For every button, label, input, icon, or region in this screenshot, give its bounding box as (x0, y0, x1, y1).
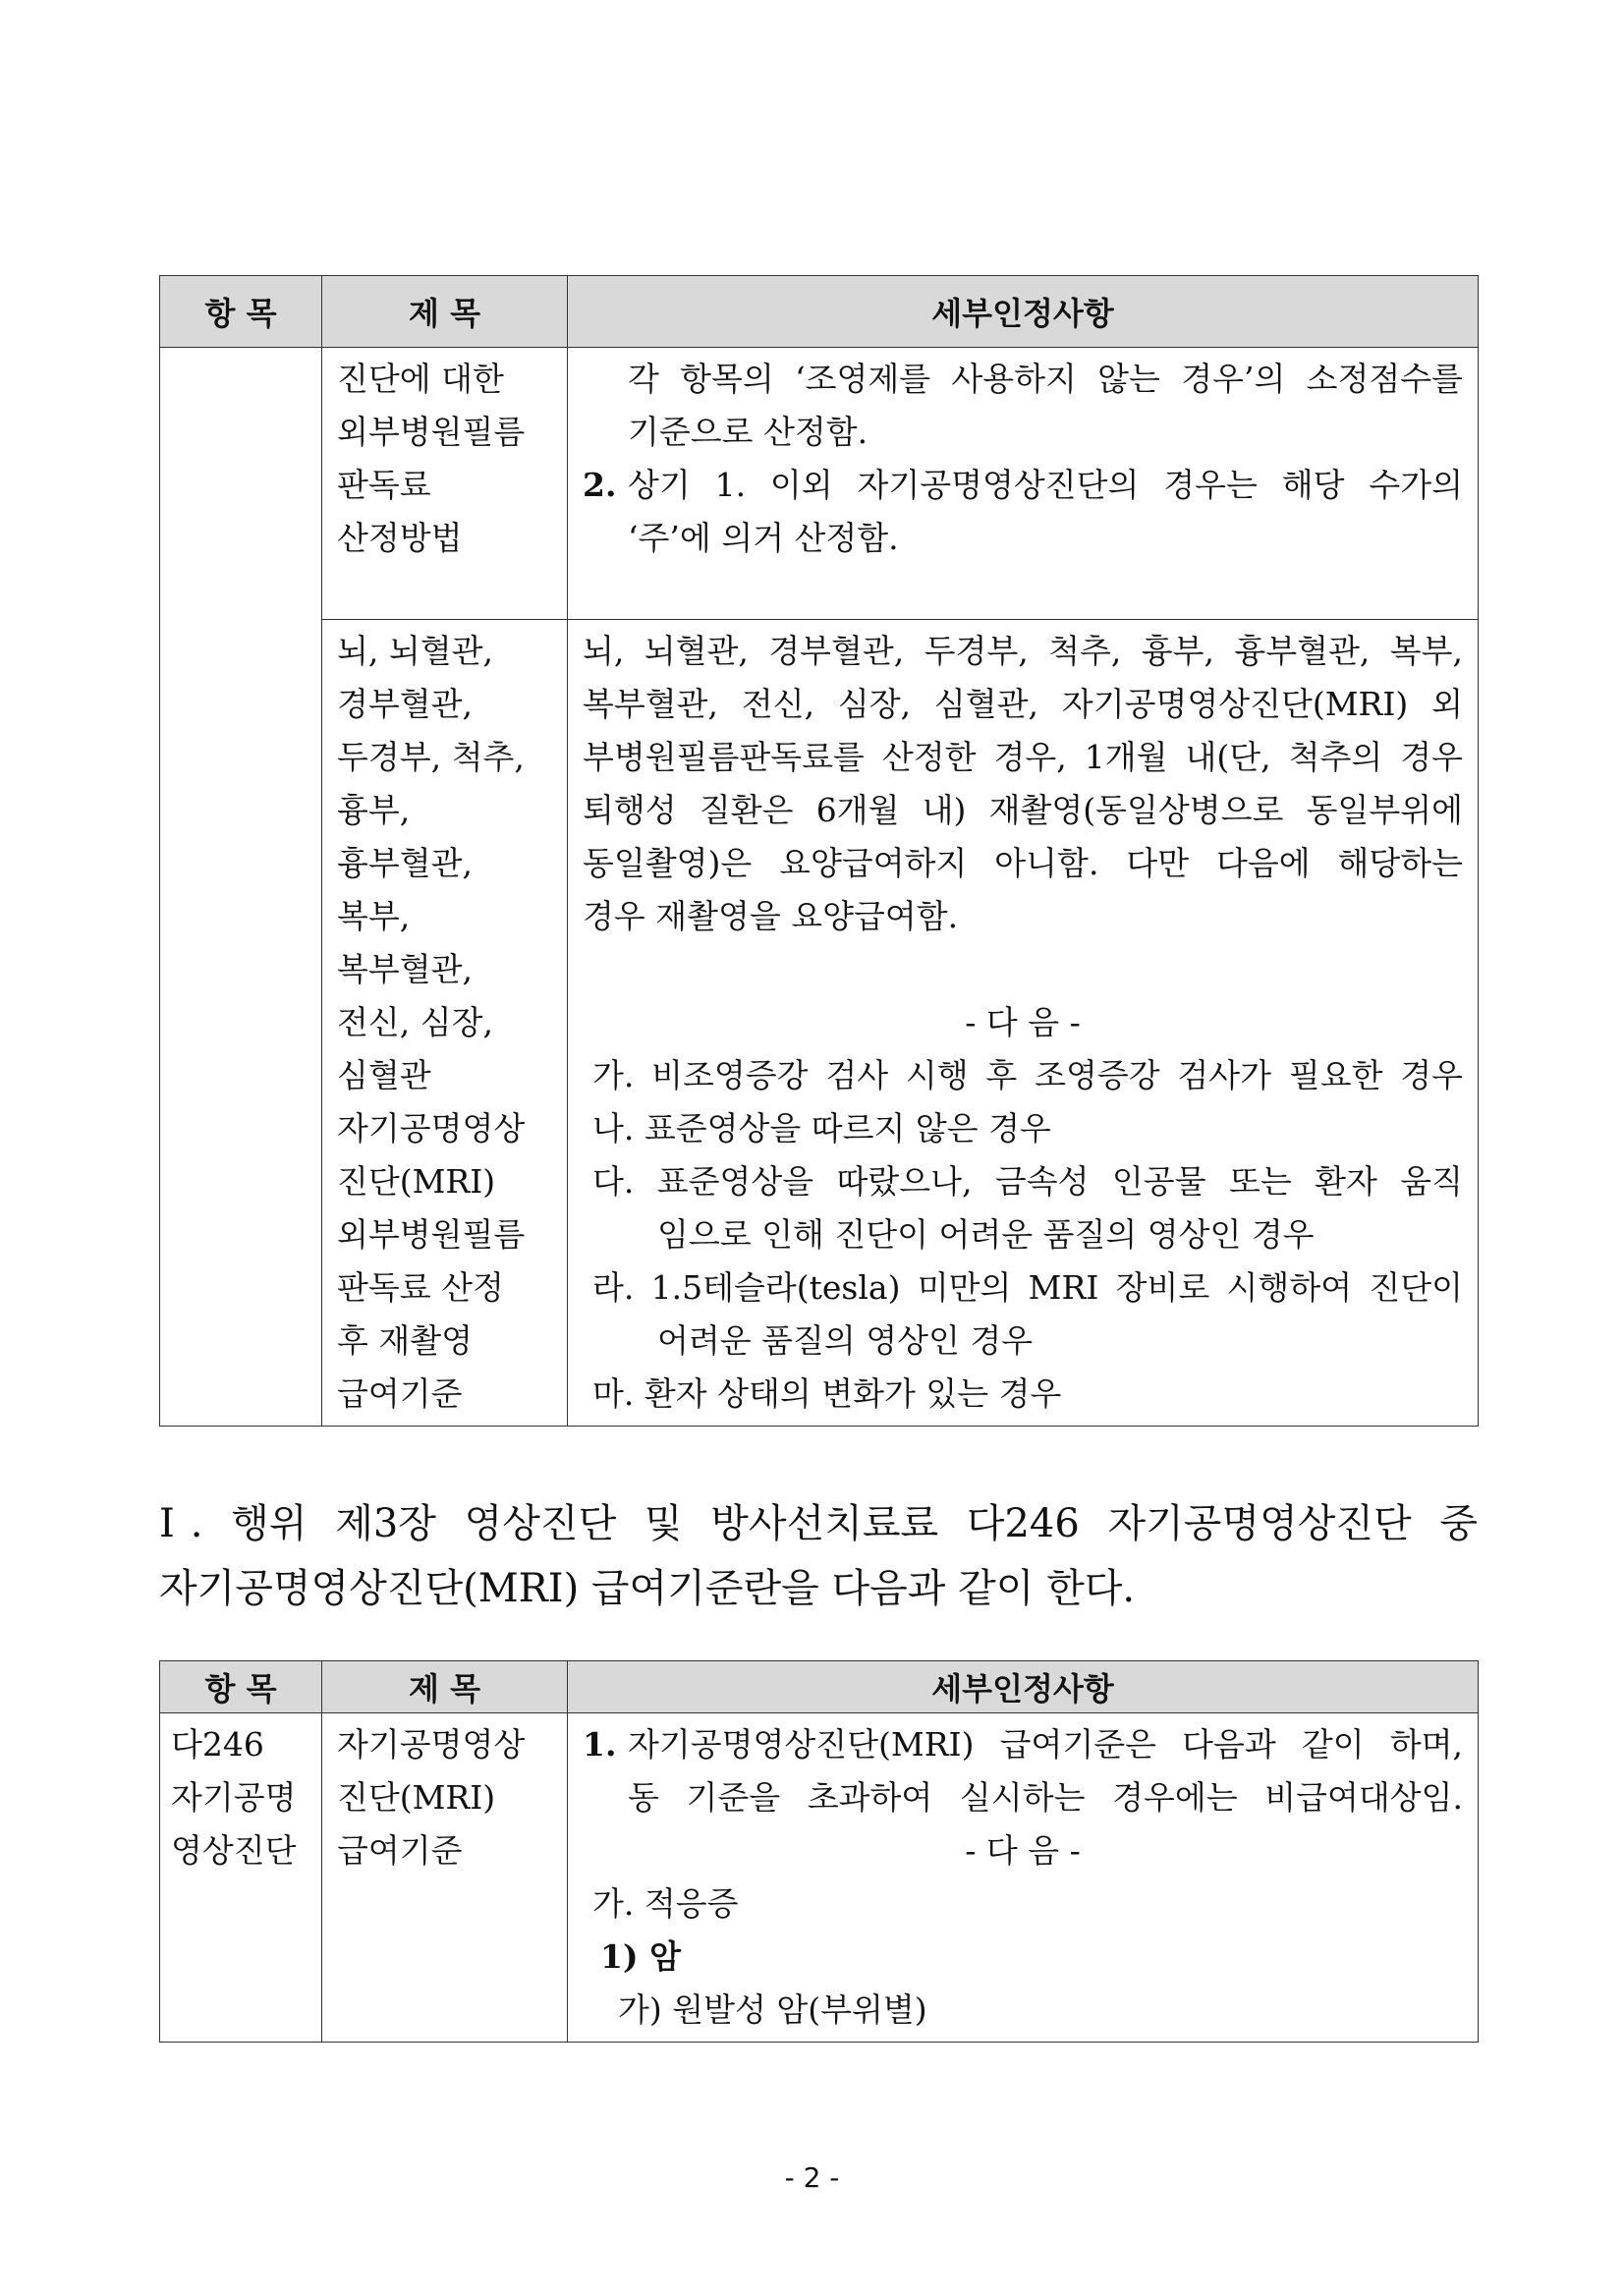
item-line: 다246 (171, 1725, 264, 1764)
title-line: 복부, (337, 897, 411, 935)
title-cell (322, 1713, 568, 2043)
title-line: 진단(MRI) (337, 1162, 496, 1201)
title-cell (322, 348, 568, 620)
title-line: 흉부혈관, (337, 844, 474, 882)
detail-line: 기준으로 산정함. (628, 413, 868, 451)
detail-line: 경우 재촬영을 요양급여함. (583, 897, 959, 935)
page-number: - 2 - (784, 2161, 840, 2194)
table-header-row (160, 1661, 1479, 1713)
item-number: 1. (583, 1725, 617, 1764)
list-heading: - 다 음 - (965, 1003, 1081, 1041)
header-details: 세부인정사항 (568, 276, 1479, 348)
list-subitem: 1) 암 (600, 1937, 681, 1976)
list-item-continuation: 어려운 품질의 영상인 경우 (657, 1321, 1034, 1360)
title-line: 급여기준 (337, 1831, 463, 1870)
section-heading (159, 1491, 1478, 1621)
detail-line: 각 항목의 ‘조영제를 사용하지 않는 경우’의 소정점수를 (628, 360, 1463, 398)
title-line: 자기공명영상 (337, 1109, 526, 1148)
section-heading-line: 자기공명영상진단(MRI) 급여기준란을 다음과 같이 한다. (159, 1566, 1136, 1611)
title-line: 진단(MRI) (337, 1778, 496, 1817)
spacer (583, 943, 1463, 996)
title-line: 판독료 산정 (337, 1268, 504, 1307)
detail-line: 퇴행성 질환은 6개월 내) 재촬영(동일상병으로 동일부위에 (583, 791, 1463, 829)
title-line: 외부병원필름 (337, 1215, 526, 1254)
item-line: 영상진단 (171, 1831, 297, 1870)
detail-line: 동일촬영)은 요양급여하지 아니함. 다만 다음에 해당하는 (583, 844, 1463, 882)
numbered-item (583, 1718, 1463, 1771)
title-line: 후 재촬영 (337, 1321, 474, 1360)
header-item: 항 목 (160, 1661, 322, 1713)
title-line: 흉부, (337, 791, 411, 829)
item-line: 자기공명 (171, 1778, 297, 1817)
table-row (160, 348, 1479, 620)
item-cell (160, 1713, 322, 2043)
list-heading: - 다 음 - (965, 1831, 1081, 1870)
detail-line: 부병원필름판독료를 산정한 경우, 1개월 내(단, 척추의 경우 (583, 738, 1463, 776)
list-subitem: 가) 원발성 암(부위별) (618, 1990, 927, 2029)
details-cell (568, 1713, 1479, 2043)
title-line: 전신, 심장, (337, 1003, 493, 1041)
list-item-continuation: 임으로 인해 진단이 어려운 품질의 영상인 경우 (657, 1215, 1315, 1254)
details-cell (568, 620, 1479, 1427)
title-line: 자기공명영상 (337, 1725, 526, 1764)
header-title: 제 목 (322, 276, 568, 348)
title-line: 경부혈관, (337, 685, 474, 723)
criteria-table (159, 1660, 1479, 2043)
list-item: 가. 비조영증강 검사 시행 후 조영증강 검사가 필요한 경우 (592, 1056, 1463, 1094)
title-line: 판독료 (337, 466, 431, 504)
list-item: 마. 환자 상태의 변화가 있는 경우 (592, 1374, 1062, 1413)
detail-line: 뇌, 뇌혈관, 경부혈관, 두경부, 척추, 흉부, 흉부혈관, 복부, (583, 632, 1463, 670)
title-line: 외부병원필름 (337, 413, 526, 451)
table-header-row (160, 276, 1479, 348)
list-item: 나. 표준영상을 따르지 않은 경우 (592, 1109, 1051, 1148)
table-row (160, 620, 1479, 1427)
title-line: 복부혈관, (337, 950, 474, 988)
header-details: 세부인정사항 (568, 1661, 1479, 1713)
item-cell-empty (160, 348, 322, 1427)
title-line: 급여기준 (337, 1374, 463, 1413)
detail-line: 자기공명영상진단(MRI) 급여기준은 다음과 같이 하며, (628, 1725, 1463, 1764)
header-item: 항 목 (160, 276, 322, 348)
table-row (160, 1713, 1479, 2043)
numbered-item (583, 459, 1463, 512)
title-line: 심혈관 (337, 1056, 431, 1094)
item-number: 2. (583, 466, 617, 504)
header-title: 제 목 (322, 1661, 568, 1713)
list-item: 가. 적응증 (592, 1884, 739, 1923)
list-item: 다. 표준영상을 따랐으나, 금속성 인공물 또는 환자 움직 (592, 1162, 1463, 1201)
title-line: 진단에 대한 (337, 360, 504, 398)
detail-line: ‘주’에 의거 산정함. (628, 519, 899, 557)
details-cell (568, 348, 1479, 620)
detail-line: 복부혈관, 전신, 심장, 심혈관, 자기공명영상진단(MRI) 외 (583, 685, 1463, 723)
list-item: 라. 1.5테슬라(tesla) 미만의 MRI 장비로 시행하여 진단이 (592, 1268, 1463, 1307)
detail-line: 동 기준을 초과하여 실시하는 경우에는 비급여대상임. (628, 1778, 1463, 1817)
criteria-table-continued (159, 275, 1479, 1427)
title-line: 산정방법 (337, 519, 463, 557)
detail-line: 상기 1. 이외 자기공명영상진단의 경우는 해당 수가의 (628, 466, 1463, 504)
title-cell (322, 620, 568, 1427)
section-heading-line: Ⅰ. 행위 제3장 영상진단 및 방사선치료료 다246 자기공명영상진단 중 (159, 1501, 1478, 1546)
title-line: 뇌, 뇌혈관, (337, 632, 493, 670)
title-line: 두경부, 척추, (337, 738, 525, 776)
